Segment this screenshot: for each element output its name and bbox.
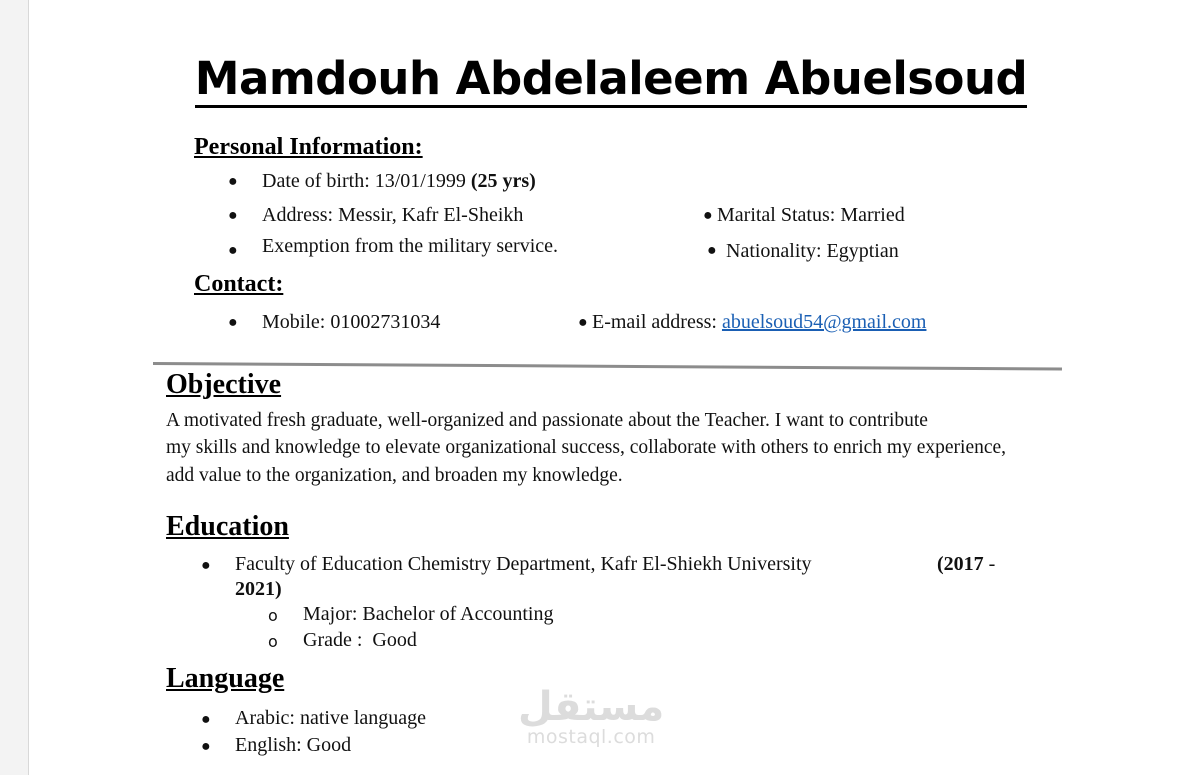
bullet-icon: ●	[228, 242, 238, 259]
watermark-latin: mostaql.com	[526, 726, 656, 748]
bullet-icon: ●	[228, 173, 238, 190]
hollow-bullet-icon: o	[268, 606, 278, 625]
objective-line: my skills and knowledge to elevate organizational success, collaborate with others to enrich my experience,	[166, 437, 1007, 458]
objective-line: add value to the organization, and broaden my knowledge.	[166, 465, 623, 486]
education-heading: Education	[166, 511, 289, 542]
section-divider	[153, 362, 1062, 371]
mostaql-watermark	[518, 684, 665, 748]
email-link[interactable]: abuelsoud54@gmail.com	[721, 311, 927, 333]
language-item: Arabic: native language	[235, 707, 427, 729]
marital-status-item: Marital Status: Married	[717, 204, 905, 226]
dob-age: (25 yrs)	[470, 170, 536, 192]
bullet-icon: ●	[201, 557, 211, 574]
education-years-start: (2017 -	[937, 553, 996, 575]
major-item: Major: Bachelor of Accounting	[303, 603, 554, 625]
watermark-arabic: مستقل	[518, 684, 665, 730]
objective-heading: Objective	[166, 369, 282, 400]
bullet-icon: ●	[228, 207, 238, 224]
language-heading: Language	[166, 663, 285, 694]
dob-item	[262, 170, 536, 193]
objective-line: A motivated fresh graduate, well-organized and passionate about the Teacher. I want to contribute	[166, 410, 928, 431]
military-item: Exemption from the military service.	[262, 235, 559, 257]
bullet-icon: ●	[201, 738, 211, 755]
hollow-bullet-icon: o	[268, 632, 278, 651]
education-years-end: 2021)	[235, 578, 282, 600]
nationality-item: Nationality: Egyptian	[726, 240, 899, 262]
bullet-icon: ●	[703, 207, 713, 224]
email-item	[592, 311, 926, 334]
address-item: Address: Messir, Kafr El-Sheikh	[262, 204, 524, 226]
email-label: E-mail address:	[592, 311, 722, 333]
contact-heading: Contact:	[194, 271, 284, 297]
dob-label: Date of birth: 13/01/1999	[262, 170, 471, 192]
grade-item: Grade : Good	[303, 629, 417, 651]
bullet-icon: ●	[707, 242, 717, 259]
language-item: English: Good	[235, 734, 352, 756]
bullet-icon: ●	[578, 314, 588, 331]
faculty-item: Faculty of Education Chemistry Department, Kafr El-Shiekh University	[235, 553, 812, 575]
mobile-item: Mobile: 01002731034	[262, 311, 441, 333]
bullet-icon: ●	[228, 314, 238, 331]
page-left-margin	[0, 0, 29, 775]
bullet-icon: ●	[201, 711, 211, 728]
resume-name: Mamdouh Abdelaleem Abuelsoud	[0, 52, 1190, 105]
personal-info-heading: Personal Information:	[194, 134, 423, 160]
